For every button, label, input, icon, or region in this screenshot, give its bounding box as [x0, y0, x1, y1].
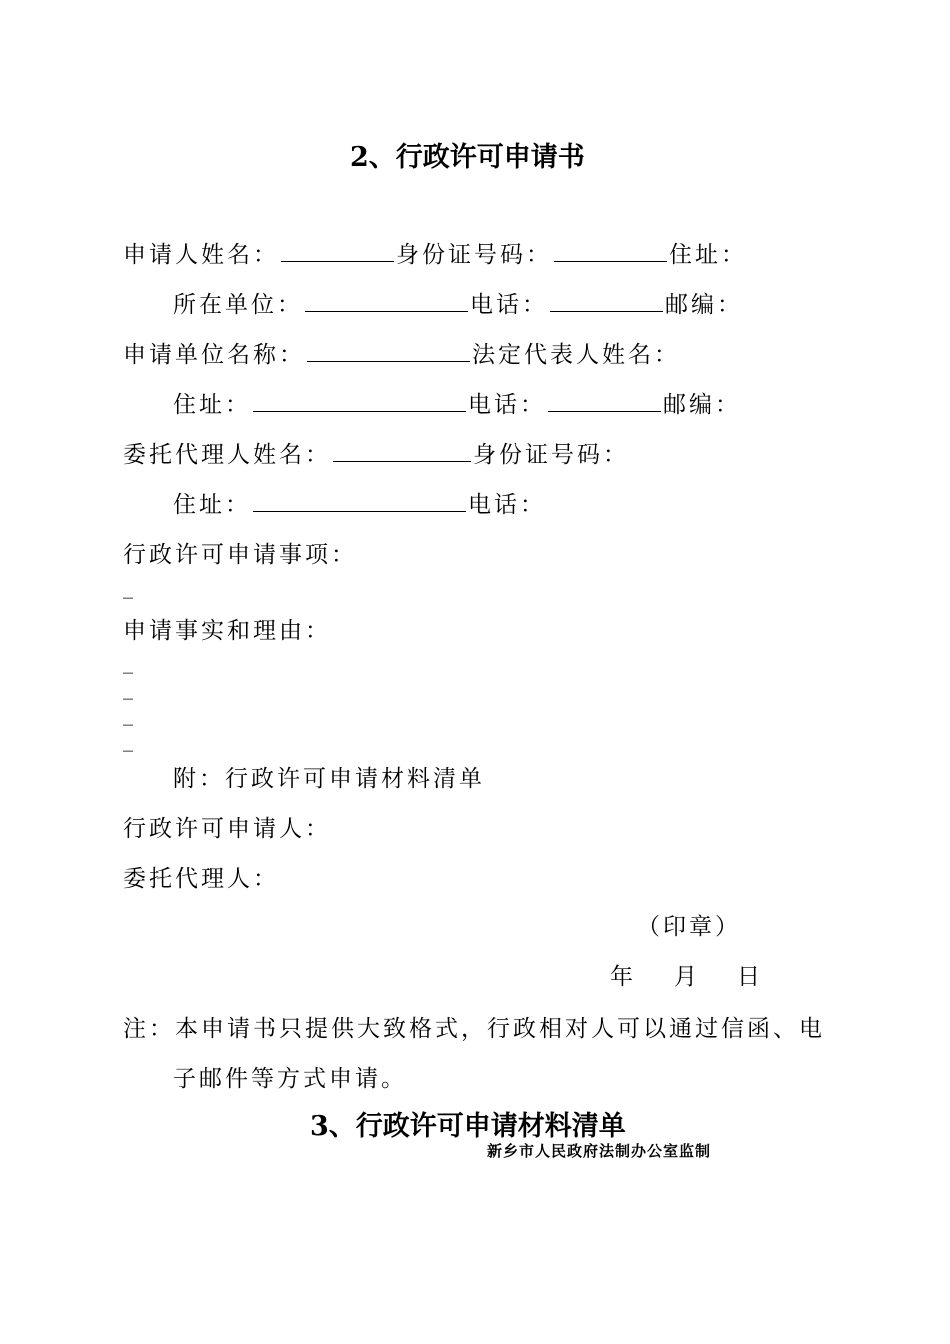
- applicant-signature-label: 行政许可申请人：: [123, 816, 331, 842]
- seal-label: （印章）: [637, 914, 741, 940]
- workplace-field[interactable]: [305, 289, 468, 312]
- note-line-2: 子邮件等方式申请。: [173, 1066, 407, 1092]
- phone-label: 电话：: [470, 292, 548, 318]
- id-number-field[interactable]: [554, 239, 667, 262]
- postcode-label: 邮编：: [665, 292, 743, 318]
- org-phone-field[interactable]: [548, 389, 661, 412]
- org-postcode-label: 邮编：: [663, 392, 741, 418]
- facts-blank[interactable]: _: [123, 650, 133, 674]
- org-address-field[interactable]: [253, 389, 466, 412]
- agent-address-field[interactable]: [253, 489, 466, 512]
- agent-address-row: [173, 486, 546, 519]
- applicant-name-label: 申请人姓名：: [123, 242, 279, 268]
- page-title: 2、行政许可申请书: [350, 142, 585, 173]
- agent-id-label: 身份证号码：: [473, 442, 629, 468]
- legal-rep-label: 法定代表人姓名：: [472, 342, 680, 368]
- workplace-label: 所在单位：: [173, 292, 303, 318]
- phone-field[interactable]: [550, 289, 663, 312]
- items-label: 行政许可申请事项：: [123, 542, 357, 568]
- agent-address-label: 住址：: [173, 492, 251, 518]
- date-month: 月: [674, 964, 700, 990]
- agent-name-label: 委托代理人姓名：: [123, 442, 331, 468]
- org-name-field[interactable]: [307, 339, 470, 362]
- applicant-name-field[interactable]: [281, 239, 394, 262]
- facts-blank[interactable]: _: [123, 676, 133, 700]
- org-row: [123, 336, 680, 369]
- address-label: 住址：: [669, 242, 747, 268]
- id-number-label: 身份证号码：: [396, 242, 552, 268]
- facts-label: 申请事实和理由：: [123, 618, 331, 644]
- org-address-label: 住址：: [173, 392, 251, 418]
- org-phone-label: 电话：: [468, 392, 546, 418]
- date-day: 日: [737, 964, 763, 990]
- agent-signature-label: 委托代理人：: [123, 866, 279, 892]
- footer-supervisor: 新乡市人民政府法制办公室监制: [487, 1142, 712, 1160]
- attachment-note: 附：行政许可申请材料清单: [173, 766, 485, 792]
- applicant-row: [123, 236, 747, 269]
- section-title: 3、行政许可申请材料清单: [310, 1111, 626, 1142]
- org-name-label: 申请单位名称：: [123, 342, 305, 368]
- items-blank[interactable]: _: [123, 575, 133, 599]
- agent-name-field[interactable]: [333, 439, 471, 462]
- agent-row: [123, 436, 629, 469]
- note-line-1: 注：本申请书只提供大致格式，行政相对人可以通过信函、电: [123, 1016, 825, 1042]
- workplace-row: [173, 286, 743, 319]
- facts-blank[interactable]: _: [123, 702, 133, 726]
- agent-phone-label: 电话：: [468, 492, 546, 518]
- date-year: 年: [610, 964, 636, 990]
- org-address-row: [173, 386, 741, 419]
- facts-blank[interactable]: _: [123, 728, 133, 752]
